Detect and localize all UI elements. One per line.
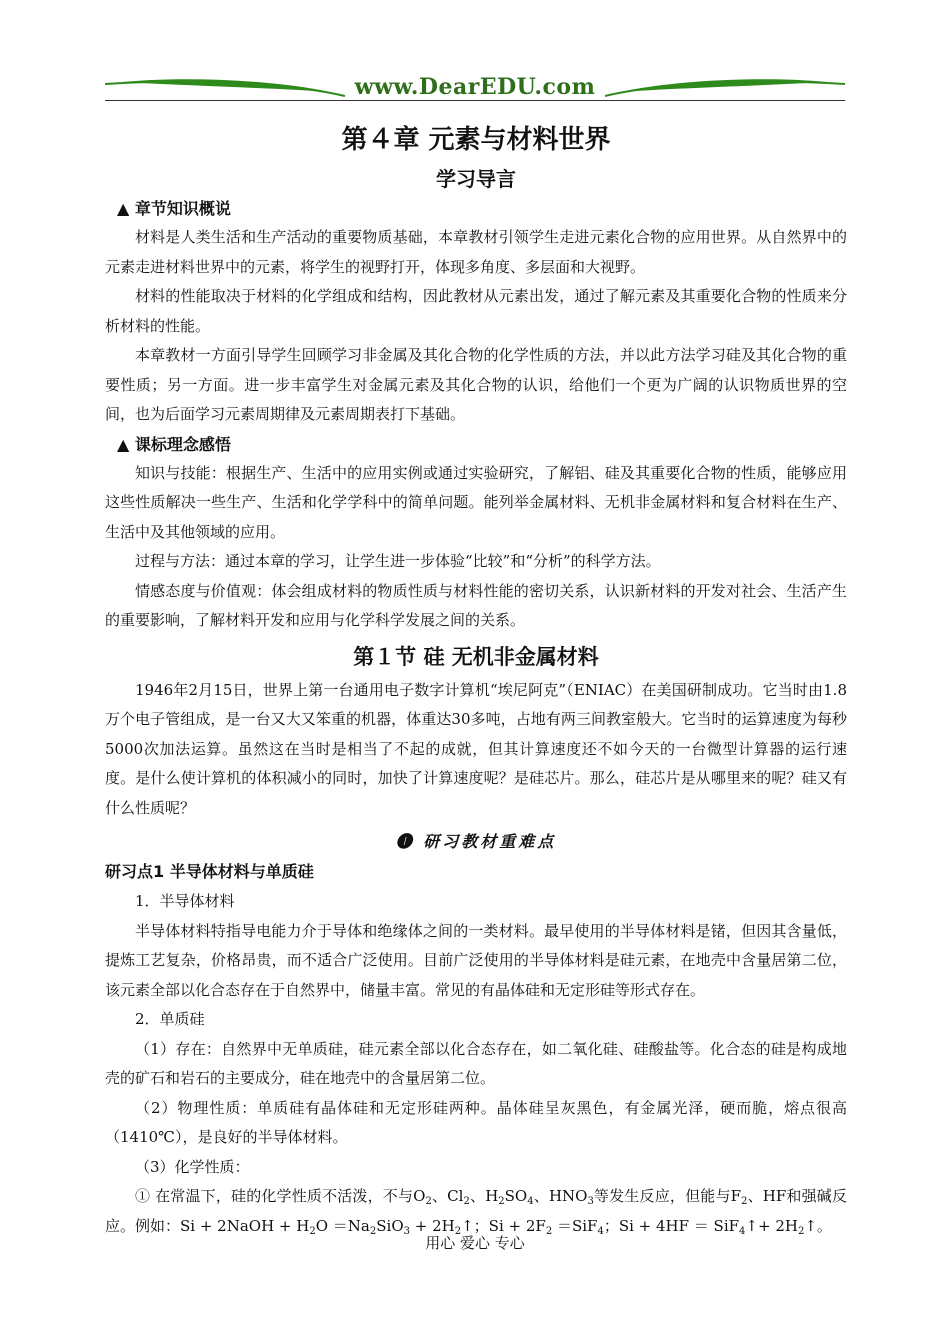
header-rule: [105, 100, 845, 101]
study-point-title: 研习点1 半导体材料与单质硅: [105, 862, 314, 881]
item-title: 2．单质硅: [135, 1010, 205, 1028]
paragraph-reaction: ① 在常温下，硅的化学性质不活泼，不与$O_2$、$Cl_2$、$H_2SO_4$、$HNO_3$等发生反应，但能与$F_2$、HF和强碱反应。例如：Si + 2NaOH + $H_2O =Na_2SiO_3$ + $2H_2↑$；$Si + 2F_2 =SiF_4$；Si + 4HF ＝ SiF$_4$↑+ $2H_2↑$。: [105, 1187, 847, 1237]
paragraph: （1）存在：自然界中无单质硅，硅元素全部以化合态存在，如二氧化硅、硅酸盐等。化合态的硅是构成地壳的矿石和岩石的主要成分，硅在地壳中的含量居第二位。: [105, 1039, 847, 1087]
site-logo[interactable]: www.DearEDU.com: [354, 74, 596, 100]
paragraph: 材料的性能取决于材料的化学组成和结构，因此教材从元素出发，通过了解元素及其重要化合物的性质来分析材料的性能。: [105, 287, 847, 335]
paragraph: 半导体材料特指导电能力介于导体和绝缘体之间的一类材料。最早使用的半导体材料是锗，但因其含量低，提炼工艺复杂，价格昂贵，而不适合广泛使用。目前广泛使用的半导体材料是硅元素，在地壳中含量居第二位，该元素全部以化合态存在于自然界中，储量丰富。常见的有晶体硅和无定形硅等形式存在。: [105, 921, 847, 999]
item-title: 1．半导体材料: [135, 892, 235, 910]
document-body: [105, 118, 847, 1241]
paragraph: 情感态度与价值观：体会组成材料的物质性质与材料性能的密切关系，认识新材料的开发对社会、生活产生的重要影响，了解材料开发和应用与化学科学发展之间的关系。: [105, 581, 847, 629]
page-footer: 用心 爱心 专心: [425, 1234, 525, 1252]
section-title: 第１节 硅 无机非金属材料: [353, 644, 599, 669]
paragraph: 1946年2月15日，世界上第一台通用电子数字计算机“埃尼阿克”（ENIAC）在美国研制成功。它当时由1.8万个电子管组成，是一台又大又笨重的机器，体重达30多吨，占地有两三间教室般大。它当时的运算速度为每秒5000次加法运算。虽然这在当时是相当了不起的成就，但其计算速度还不如今天的一台微型计算器的运行速度。是什么使计算机的体积减小的同时，加快了计算速度呢？是硅芯片。那么，硅芯片是从哪里来的呢？硅又有什么性质呢？: [105, 680, 847, 817]
focus-title: ❶ 研习教材重难点: [395, 832, 557, 851]
chapter-title: 第４章 元素与材料世界: [341, 125, 611, 155]
section-heading-curriculum: ▲ 课标理念感悟: [117, 434, 231, 454]
paragraph: 本章教材一方面引导学生回顾学习非金属及其化合物的化学性质的方法，并以此方法学习硅及其化合物的重要性质；另一方面。进一步丰富学生对金属元素及其化合物的认识，给他们一个更为广阔的认识物质世界的空间，也为后面学习元素周期律及元素周期表打下基础。: [105, 346, 847, 423]
section-heading-overview: ▲ 章节知识概说: [117, 199, 231, 218]
paragraph: （3）化学性质：: [135, 1157, 250, 1176]
paragraph: 材料是人类生活和生产活动的重要物质基础，本章教材引领学生走进元素化合物的应用世界。从自然界中的元素走进材料世界中的元素，将学生的视野打开，体现多角度、多层面和大视野。: [105, 228, 847, 276]
paragraph: 过程与方法：通过本章的学习，让学生进一步体验“比较”和“分析”的科学方法。: [135, 552, 661, 570]
paragraph: （2）物理性质：单质硅有晶体硅和无定形硅两种。晶体硅呈灰黑色，有金属光泽，硬而脆，熔点很高（1410℃），是良好的半导体材料。: [105, 1098, 847, 1146]
site-header: [105, 70, 845, 102]
paragraph: 知识与技能：根据生产、生活中的应用实例或通过实验研究，了解铝、硅及其重要化合物的性质，能够应用这些性质解决一些生产、生活和化学学科中的简单问题。能列举金属材料、无机非金属材料和复合材料在生产、生活中及其他领域的应用。: [105, 463, 847, 541]
intro-title: 学习导言: [436, 167, 516, 191]
